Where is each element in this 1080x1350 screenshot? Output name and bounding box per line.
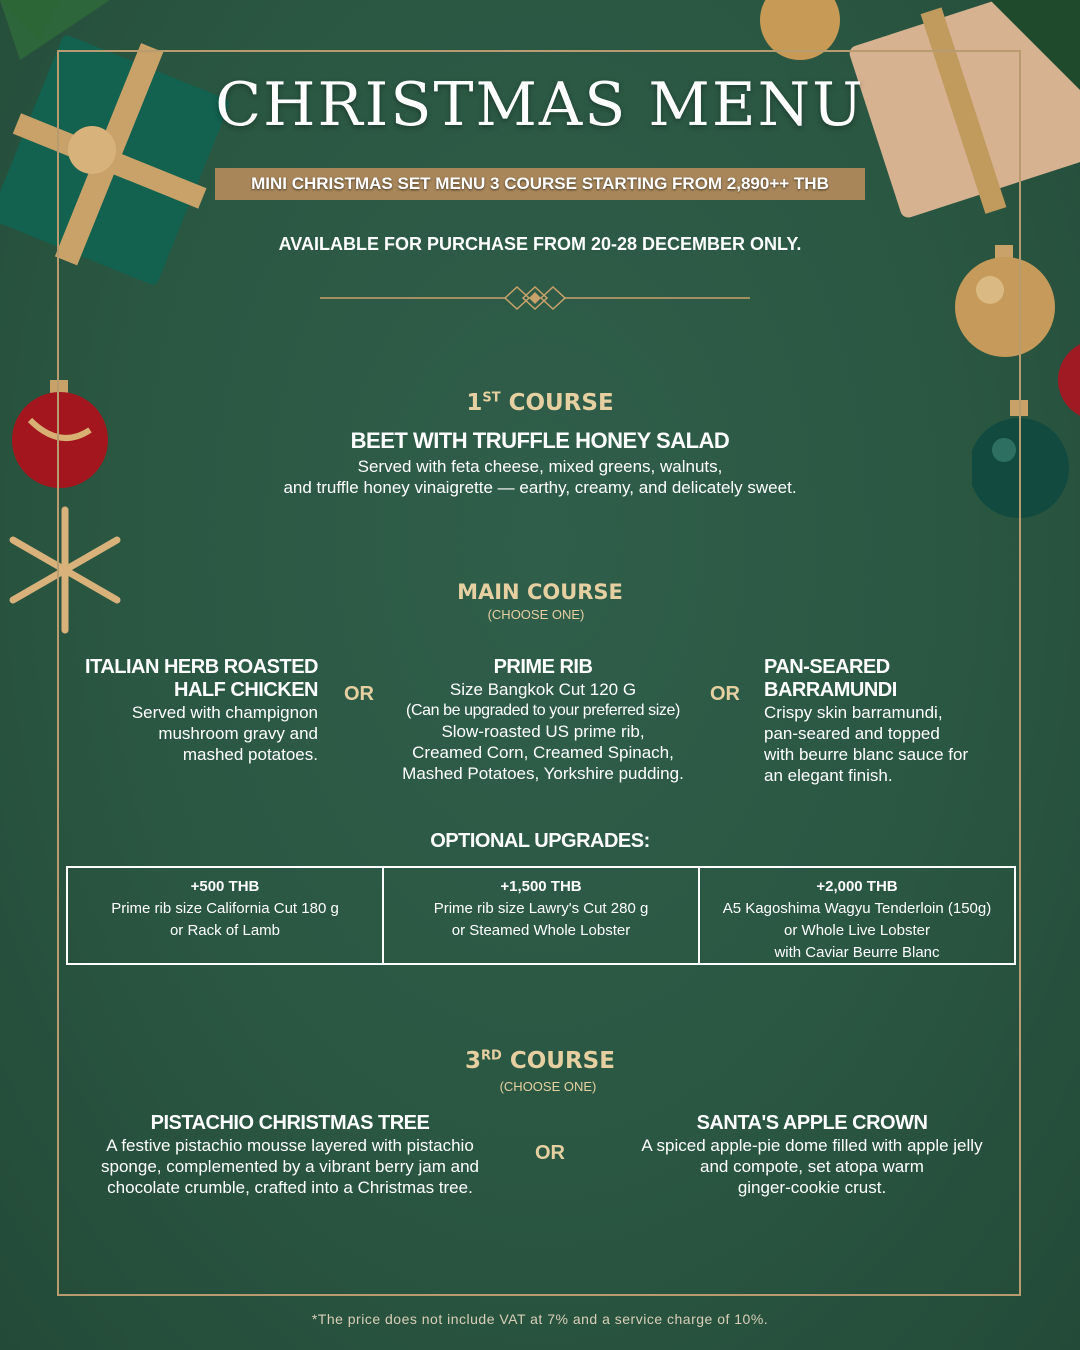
availability-text: AVAILABLE FOR PURCHASE FROM 20-28 DECEMBER ONLY. bbox=[278, 234, 802, 254]
barramundi-dish bbox=[764, 656, 1014, 786]
page-title: CHRISTMAS MENU bbox=[215, 70, 865, 140]
prime-rib-dish bbox=[380, 656, 706, 784]
price-disclaimer: *The price does not include VAT at 7% and a service charge of 10%. bbox=[311, 1311, 769, 1327]
chicken-name-line1: ITALIAN HERB ROASTED bbox=[85, 656, 318, 678]
price-banner: MINI CHRISTMAS SET MENU 3 COURSE STARTING FROM 2,890++ THB bbox=[215, 168, 865, 200]
upgrade-option-500: +500 THB Prime rib size California Cut 180 g or Rack of Lamb bbox=[111, 878, 339, 939]
or-separator-main-2: OR bbox=[710, 683, 740, 705]
right-gold-ornament-icon bbox=[955, 245, 1055, 365]
barramundi-description: Crispy skin barramundi, pan-seared and topped with beurre blanc sauce for an elegant finish. bbox=[764, 703, 969, 785]
upgrade-option-1500: +1,500 THB Prime rib size Lawry's Cut 280 g or Steamed Whole Lobster bbox=[382, 868, 698, 963]
upgrades-heading: OPTIONAL UPGRADES: bbox=[430, 830, 650, 852]
pistachio-description: A festive pistachio mousse layered with pistachio sponge, complemented by a vibrant berry jam and chocolate crumble, crafted into a Christmas tree. bbox=[101, 1136, 479, 1197]
upgrades-table bbox=[66, 866, 1016, 965]
apple-crown-name: SANTA'S APPLE CROWN bbox=[696, 1112, 928, 1134]
divider-ornament bbox=[320, 285, 750, 311]
apple-crown-dessert bbox=[612, 1112, 1012, 1198]
pistachio-name: PISTACHIO CHRISTMAS TREE bbox=[150, 1112, 430, 1134]
main-course-subheading: (CHOOSE ONE) bbox=[487, 607, 585, 622]
barramundi-name-line2: BARRAMUNDI bbox=[764, 679, 897, 701]
main-course-heading: MAIN COURSE bbox=[457, 580, 623, 604]
chicken-dish bbox=[80, 656, 318, 765]
or-separator-main-1: OR bbox=[344, 683, 374, 705]
salad-description: Served with feta cheese, mixed greens, walnuts, and truffle honey vinaigrette — earthy, creamy, and delicately sweet. bbox=[283, 457, 797, 497]
pistachio-dessert bbox=[70, 1112, 510, 1198]
chicken-description: Served with champignon mushroom gravy and mashed potatoes. bbox=[131, 703, 318, 764]
prime-rib-description: Size Bangkok Cut 120 G (Can be upgraded to your preferred size) Slow-roasted US prime rib, Creamed Corn, Creamed Spinach, Mashed Potatoes, Yorkshire pudding. bbox=[402, 680, 684, 783]
barramundi-name-line1: PAN-SEARED bbox=[764, 656, 890, 678]
or-separator-dessert: OR bbox=[535, 1142, 565, 1164]
apple-crown-description: A spiced apple-pie dome filled with apple jelly and compote, set atopa warm ginger-cookie crust. bbox=[641, 1136, 983, 1197]
third-course-subheading: (CHOOSE ONE) bbox=[499, 1079, 597, 1094]
first-course-heading: 1ST COURSE bbox=[466, 390, 614, 416]
salad-name: BEET WITH TRUFFLE HONEY SALAD bbox=[350, 428, 730, 453]
upgrade-option-2000: +2,000 THB A5 Kagoshima Wagyu Tenderloin (150g) or Whole Live Lobster with Caviar Beurre Blanc bbox=[698, 868, 1014, 963]
chicken-name-line2: HALF CHICKEN bbox=[174, 679, 318, 701]
top-left-gift-decoration bbox=[0, 0, 230, 300]
prime-rib-name: PRIME RIB bbox=[493, 656, 593, 678]
third-course-heading: 3RD COURSE bbox=[465, 1048, 615, 1074]
